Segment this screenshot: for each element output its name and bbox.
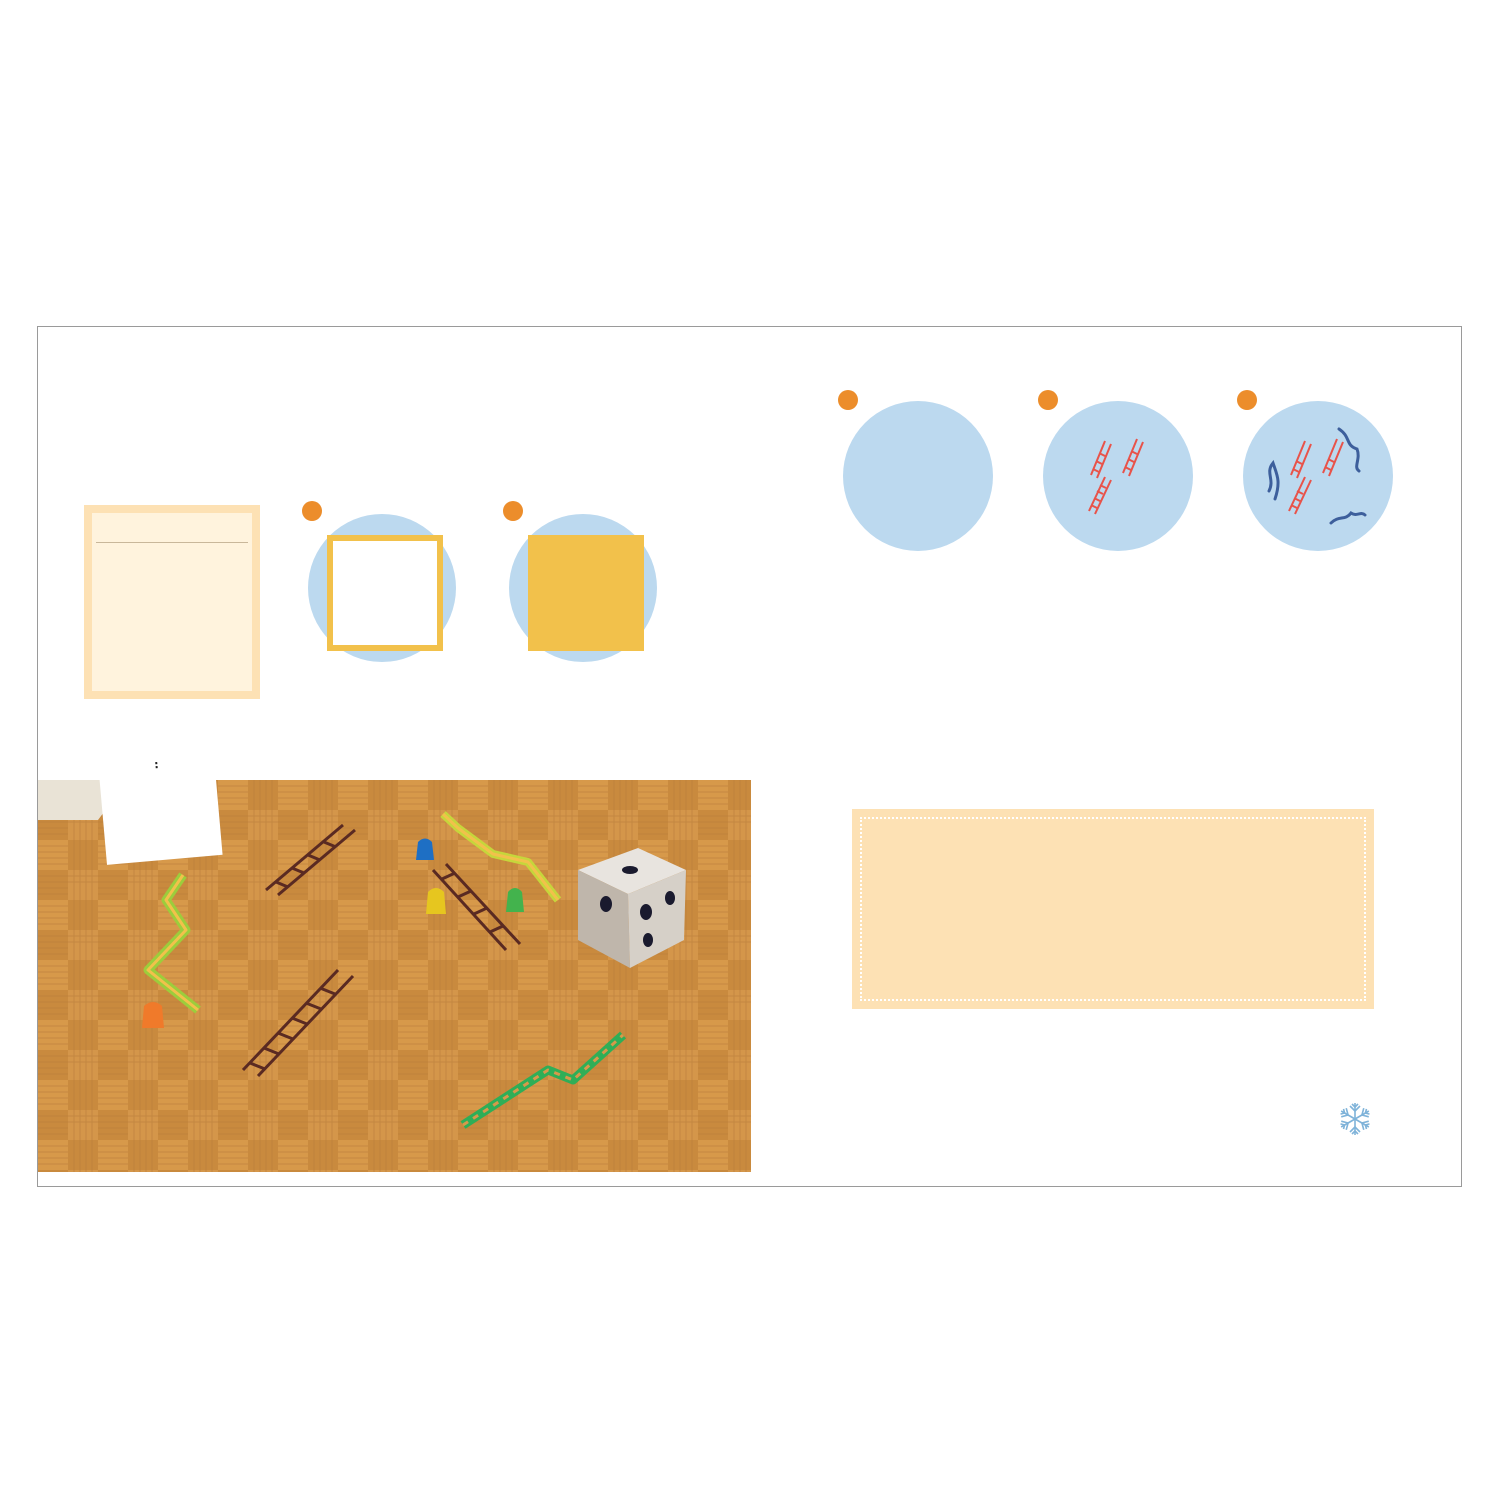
scalloped-frame	[78, 724, 242, 887]
bonus-badge	[78, 724, 242, 887]
how-to-play-box	[828, 775, 1400, 1047]
step-4-badge	[1038, 390, 1058, 410]
supplies-box	[84, 505, 260, 699]
ladder-icons	[1061, 419, 1175, 533]
how-to-play-panel	[852, 809, 1374, 1009]
supplies-panel	[92, 513, 252, 691]
scallop-border	[38, 327, 751, 359]
tape-square	[327, 535, 443, 651]
dotted-frame	[860, 817, 1366, 1001]
numbered-grid	[861, 419, 975, 533]
step-4-illustration	[1043, 401, 1193, 551]
step-2-badge	[503, 501, 523, 521]
book-spread	[37, 326, 1462, 1187]
step-1-illustration	[308, 514, 456, 662]
step-5-illustration	[1243, 401, 1393, 551]
step-3-illustration	[843, 401, 993, 551]
step-3-badge	[838, 390, 858, 410]
divider	[96, 542, 248, 543]
bonus-colon: :	[153, 757, 160, 772]
snake-and-ladder-icons	[1261, 419, 1375, 533]
tape-grid	[528, 535, 644, 651]
step-5-badge	[1237, 390, 1257, 410]
step-1-badge	[302, 501, 322, 521]
step-2-illustration	[509, 514, 657, 662]
snowflake-icon	[1336, 1100, 1374, 1138]
